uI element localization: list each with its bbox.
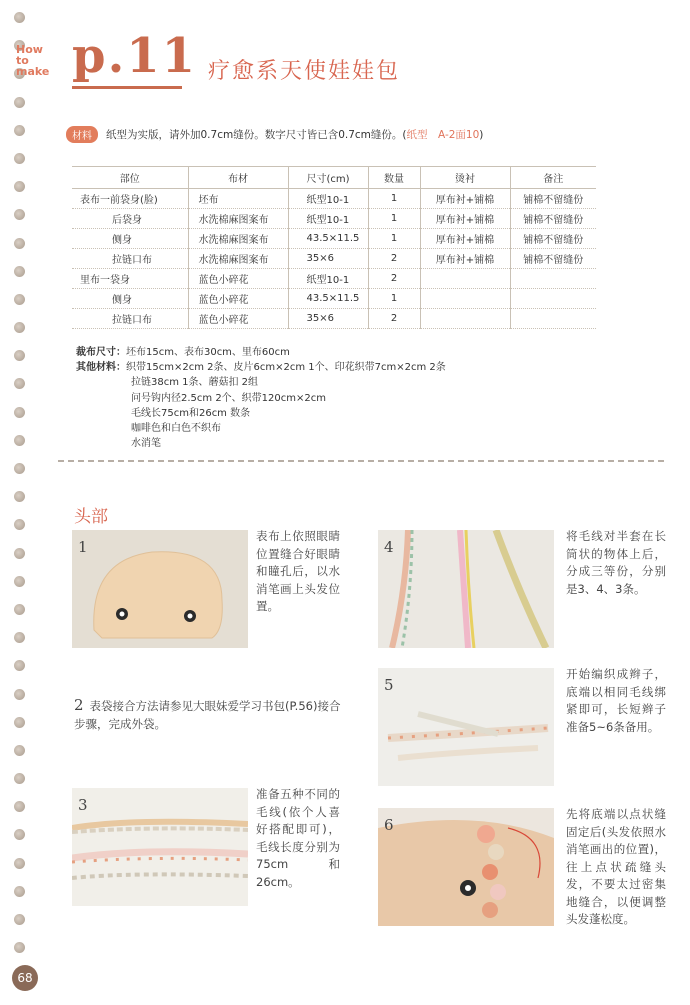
section-divider (58, 460, 664, 462)
step-5-photo (378, 668, 554, 786)
section-title: 头部 (74, 507, 108, 527)
cut-label: 裁布尺寸： (76, 347, 126, 358)
hair-sewing-illustration (378, 808, 554, 926)
step-number: 2 (74, 696, 84, 714)
other-line: 拉链38cm 1条、蘑菇扣 2组 (131, 377, 259, 389)
table-header-row (72, 167, 596, 189)
cell: 厚布衬+铺棉 (420, 229, 510, 249)
cell (510, 269, 596, 289)
cell: 厚布衬+铺棉 (420, 209, 510, 229)
materials-note (66, 126, 483, 143)
step-4-text: 将毛线对半套在长筒状的物体上后，分成三等份，分别是3、4、3条。 (566, 529, 666, 596)
step-6-photo (378, 808, 554, 926)
col-header: 布材 (188, 167, 288, 189)
yarn-strands-illustration (72, 788, 248, 906)
cell: 铺棉不留缝份 (510, 229, 596, 249)
step-5-text: 开始编织成辫子，底端以相同毛线绑紧即可，长短辫子准备5~6条备用。 (566, 667, 666, 734)
cell: 后袋身 (72, 209, 188, 229)
step-3-text: 准备五种不同的毛线(依个人喜好搭配即可)，毛线长度分别为75cm和26cm。 (256, 787, 340, 889)
pattern-ref: 纸型 A-2面10 (406, 129, 480, 141)
table-row (72, 269, 596, 289)
cell: 侧身 (72, 229, 188, 249)
step-4-photo (378, 530, 554, 648)
cell: 水洗棉麻图案布 (188, 209, 288, 229)
cell: 35×6 (288, 309, 368, 329)
title-underline (72, 86, 182, 89)
table-row (72, 209, 596, 229)
cell: 纸型10-1 (288, 209, 368, 229)
cut-value: 坯布15cm、表布30cm、里布60cm (126, 347, 290, 358)
cell: 坯布 (188, 189, 288, 209)
cell: 水洗棉麻图案布 (188, 249, 288, 269)
table-row (72, 309, 596, 329)
cell (510, 309, 596, 329)
cell: 1 (368, 289, 420, 309)
step-number: 5 (384, 676, 394, 694)
braids-illustration (378, 668, 554, 786)
head-fabric-illustration (72, 530, 248, 648)
step-6-text: 先将底端以点状缝固定后(头发依照水消笔画出的位置)，往上点状疏缝头发，不要太过密集地缝合，以便调整头发蓬松度。 (566, 807, 666, 926)
other-line: 问号钩内径2.5cm 2个、织带120cm×2cm (131, 392, 326, 404)
cell: 43.5×11.5 (288, 229, 368, 249)
col-header: 部位 (72, 167, 188, 189)
other-line: 咖啡色和白色不织布 (131, 423, 221, 435)
cell: 35×6 (288, 249, 368, 269)
step-number: 4 (384, 538, 394, 556)
cell: 拉链口布 (72, 249, 188, 269)
cell: 1 (368, 209, 420, 229)
step-number: 3 (78, 796, 88, 814)
size-block (76, 345, 446, 451)
yarn-bundles-illustration (378, 530, 554, 648)
cell: 铺棉不留缝份 (510, 249, 596, 269)
cell: 1 (368, 189, 420, 209)
cell (420, 289, 510, 309)
spiral-binding (14, 12, 30, 970)
cell: 厚布衬+铺棉 (420, 189, 510, 209)
how-to-make-label: How to make (16, 43, 50, 78)
step-2 (74, 696, 344, 733)
step-2-text: 表袋接合方法请参见大眼妹爱学习书包(P.56)接合步骤，完成外袋。 (74, 699, 341, 731)
materials-close: ) (479, 128, 484, 141)
cell: 表布一前袋身(脸) (72, 189, 188, 209)
step-1-text: 表布上依照眼睛位置缝合好眼睛和瞳孔后，以水消笔画上头发位置。 (256, 529, 340, 613)
other-label: 其他材料： (76, 362, 126, 374)
table-row (72, 229, 596, 249)
other-line: 水消笔 (131, 438, 161, 450)
cell: 1 (368, 229, 420, 249)
cell: 纸型10-1 (288, 189, 368, 209)
cell: 蓝色小碎花 (188, 309, 288, 329)
cell: 里布一袋身 (72, 269, 188, 289)
step-1-photo (72, 530, 248, 648)
materials-table (72, 166, 596, 329)
other-line: 织带15cm×2cm 2条、皮片6cm×2cm 1个、印花织带7cm×2cm 2条 (126, 362, 446, 374)
cell (510, 289, 596, 309)
col-header: 尺寸(cm) (288, 167, 368, 189)
page-title: 疗愈系天使娃娃包 (208, 59, 401, 84)
cell (420, 309, 510, 329)
cell: 43.5×11.5 (288, 289, 368, 309)
materials-badge: 材料 (66, 126, 98, 143)
table-row (72, 289, 596, 309)
col-header: 烫衬 (420, 167, 510, 189)
cell (420, 269, 510, 289)
col-header: 数量 (368, 167, 420, 189)
cell: 蓝色小碎花 (188, 269, 288, 289)
page-label: p.11 (72, 28, 198, 84)
col-header: 备注 (510, 167, 596, 189)
step-number: 6 (384, 816, 394, 834)
cell: 2 (368, 309, 420, 329)
cell: 侧身 (72, 289, 188, 309)
cell: 拉链口布 (72, 309, 188, 329)
materials-text: 纸型为实版，请外加0.7cm缝份。数字尺寸皆已含0.7cm缝份。( (106, 129, 407, 141)
page-number: 68 (12, 965, 38, 991)
cell: 铺棉不留缝份 (510, 209, 596, 229)
cell: 纸型10-1 (288, 269, 368, 289)
step-number: 1 (78, 538, 88, 556)
table-row (72, 249, 596, 269)
cell: 2 (368, 269, 420, 289)
other-line: 毛线长75cm和26cm 数条 (131, 407, 251, 419)
cell: 蓝色小碎花 (188, 289, 288, 309)
cell: 2 (368, 249, 420, 269)
cell: 水洗棉麻图案布 (188, 229, 288, 249)
step-3-photo (72, 788, 248, 906)
cell: 厚布衬+铺棉 (420, 249, 510, 269)
table-row (72, 189, 596, 209)
cell: 铺棉不留缝份 (510, 189, 596, 209)
